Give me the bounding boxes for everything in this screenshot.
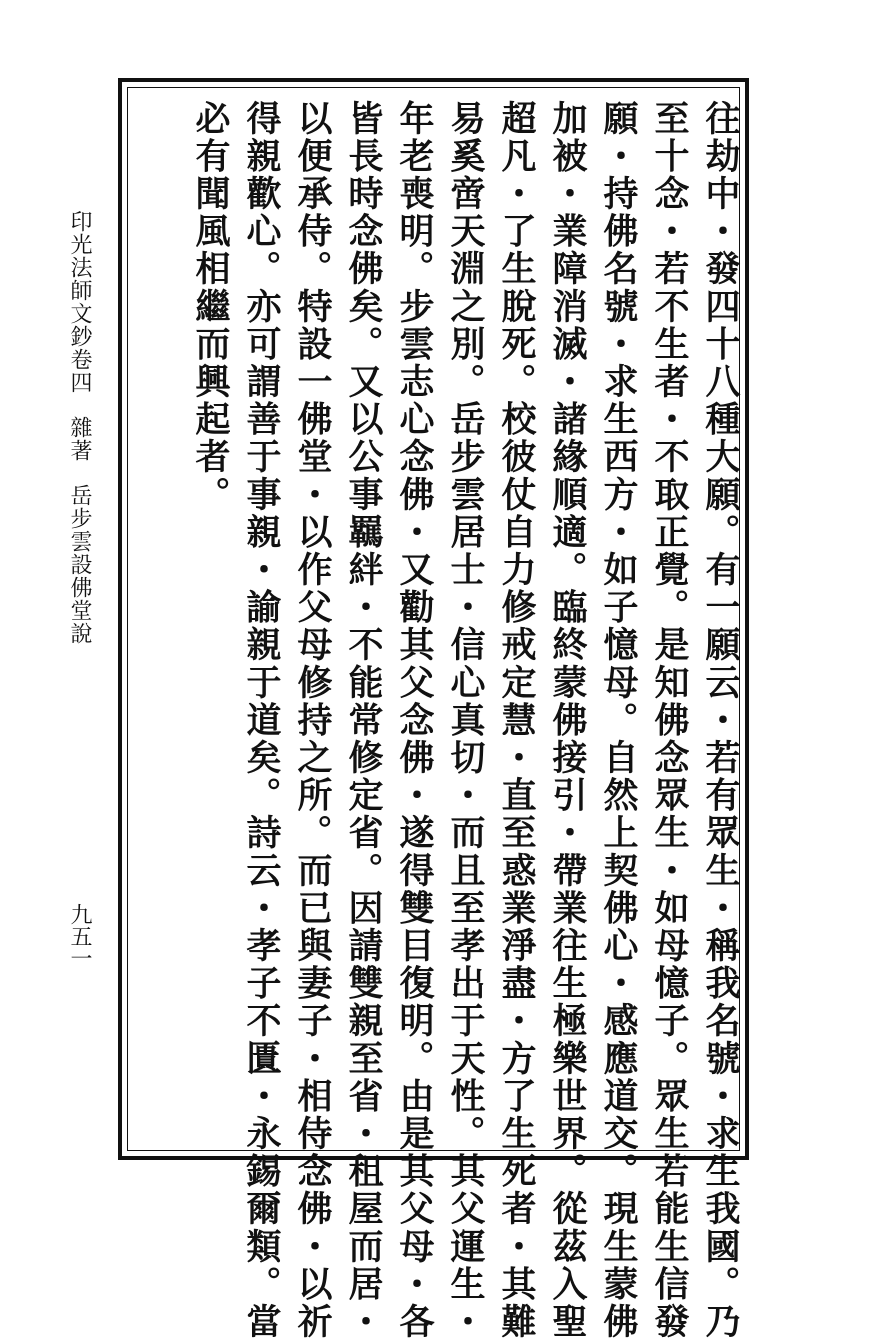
text-column-4: 加被・業障消滅・諸緣順適。臨終蒙佛接引・帶業往生極樂世界。從茲入聖 — [547, 100, 588, 1341]
page-number: 九五一 — [67, 903, 92, 969]
body-text — [170, 100, 745, 1341]
text-column-8: 皆長時念佛矣。又以公事羈絆・不能常修定省。因請雙親至省・租屋而居・ — [343, 100, 384, 1341]
text-column-9: 以便承侍。特設一佛堂・以作父母修持之所。而已與妻子・相侍念佛・以祈 — [292, 100, 333, 1341]
book-title: 印光法師文鈔卷四 — [67, 210, 92, 394]
text-column-1: 往劫中・發四十八種大願。有一願云・若有眾生・稱我名號・求生我國。乃 — [700, 100, 741, 1341]
text-column-6: 易奚啻天淵之別。岳步雲居士・信心真切・而且至孝出于天性。其父運生・ — [445, 100, 486, 1341]
text-column-11: 必有聞風相繼而興起者。 — [190, 100, 231, 514]
text-column-10: 得親歡心。亦可謂善于事親・諭親于道矣。詩云・孝子不匱・永錫爾類。當 — [241, 100, 282, 1341]
text-column-3: 願・持佛名號・求生西方・如子憶母。自然上契佛心・感應道交。現生蒙佛 — [598, 100, 639, 1341]
text-column-5: 超凡・了生脫死。校彼仗自力修戒定慧・直至惑業淨盡・方了生死者・其難 — [496, 100, 537, 1341]
text-column-7: 年老喪明。步雲志心念佛・又勸其父念佛・遂得雙目復明。由是其父母・各 — [394, 100, 435, 1341]
section-label: 雜著 — [67, 416, 92, 462]
text-column-2: 至十念・若不生者・不取正覺。是知佛念眾生・如母憶子。眾生若能生信發 — [649, 100, 690, 1341]
article-title: 岳步雲設佛堂說 — [67, 484, 92, 645]
running-head — [64, 210, 94, 645]
